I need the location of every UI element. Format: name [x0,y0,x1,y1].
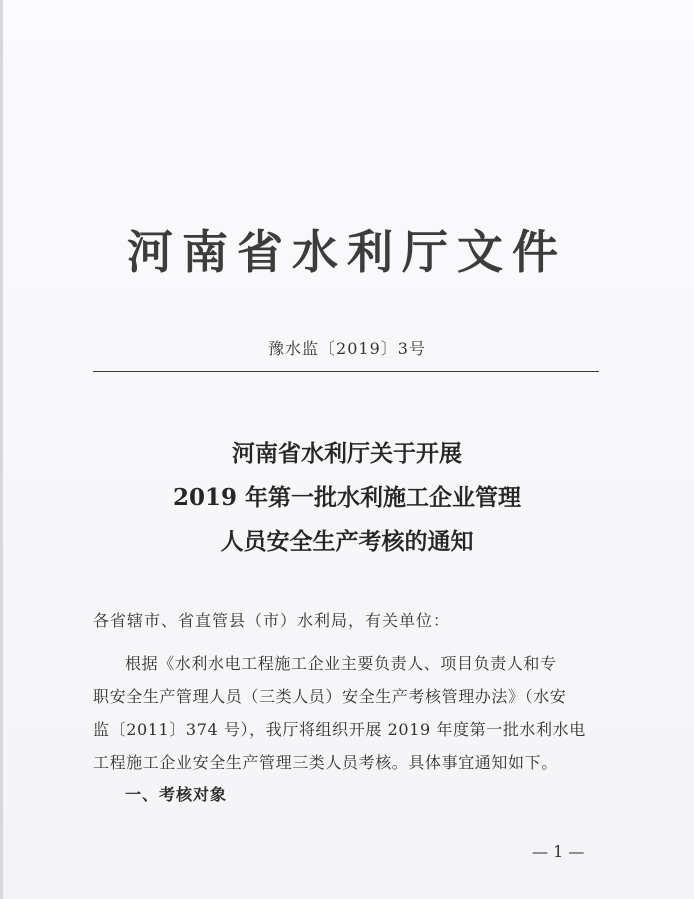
paragraph-line: 职安全生产管理人员（三类人员）安全生产考核管理办法》（水安 [93,687,567,706]
section-heading: 一、考核对象 [125,785,228,804]
header-divider [93,371,599,372]
body-paragraph [93,647,605,779]
notice-title-line: 2019 年第一批水利施工企业管理 [172,484,522,511]
notice-title [0,432,694,564]
paragraph-line: 根据《水利水电工程施工企业主要负责人、项目负责人和专 [125,654,557,673]
paragraph-line: 监〔2011〕374 号），我厅将组织开展 2019 年度第一批水利水电 [93,720,586,739]
notice-title-line: 河南省水利厅关于开展 [232,440,462,467]
salutation: 各省辖市、省直管县（市）水利局，有关单位： [93,611,451,630]
paragraph-line: 工程施工企业安全生产管理三类人员考核。具体事宜通知如下。 [93,753,558,772]
notice-title-line: 人员安全生产考核的通知 [220,528,474,555]
page-number: — 1 — [532,842,585,861]
document-number: 豫水监〔2019〕3号 [268,339,426,358]
issuing-authority-header: 河南省水利厅文件 [127,225,567,279]
